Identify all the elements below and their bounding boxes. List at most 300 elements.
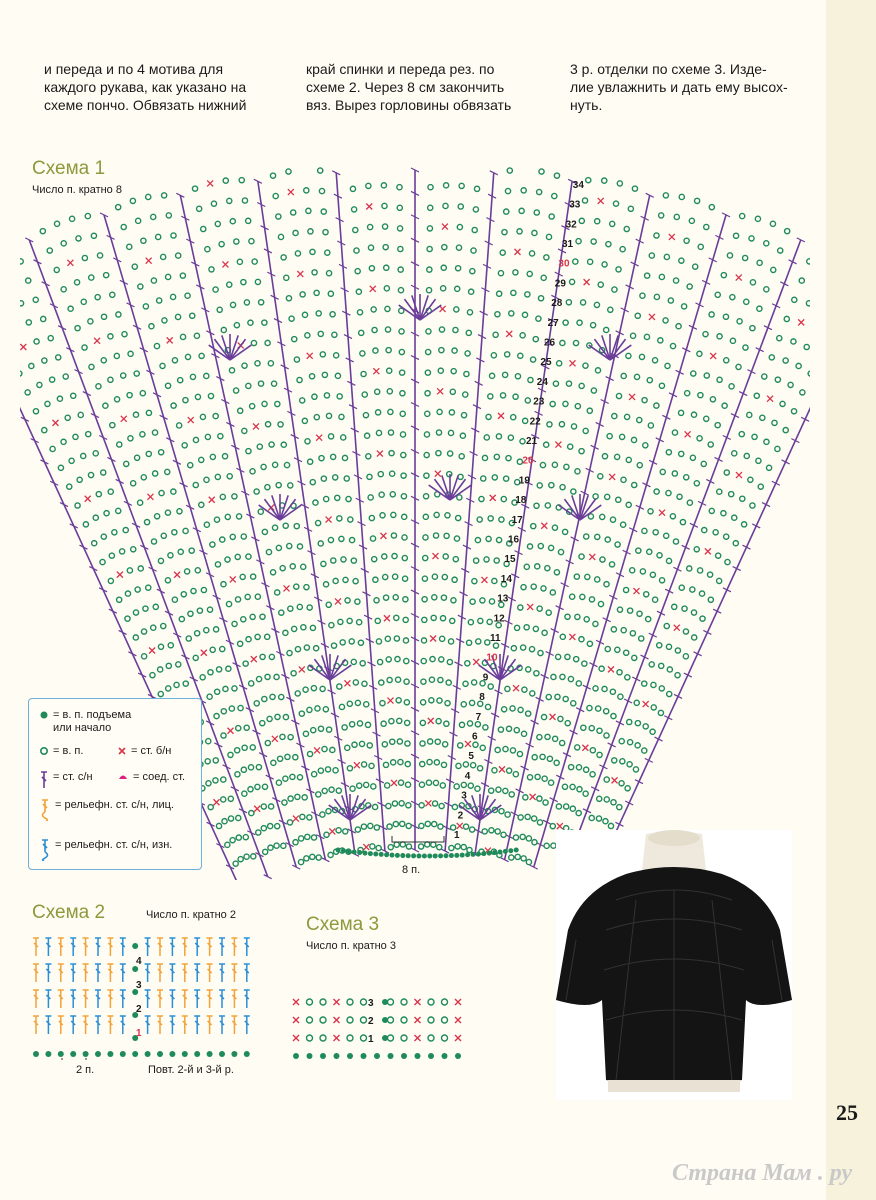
chain-stitch: [158, 667, 163, 672]
chain-stitch: [344, 476, 349, 481]
chain-stitch: [419, 782, 424, 787]
chain-stitch: [550, 401, 555, 406]
chain-stitch: [161, 254, 166, 259]
chain-stitch: [146, 410, 151, 415]
chain-stitch: [186, 636, 191, 641]
chain-stitch: [242, 198, 247, 203]
chain-stitch: [425, 842, 430, 847]
chain-stitch: [274, 843, 279, 848]
chain-stitch: [391, 760, 396, 765]
chain-stitch: [690, 455, 695, 460]
chain-stitch: [396, 698, 401, 703]
chain-stitch: [324, 496, 329, 501]
chain-stitch: [545, 503, 550, 508]
chain-stitch: [701, 461, 706, 466]
chain-stitch: [367, 474, 372, 479]
chain-stitch: [555, 694, 560, 699]
chain-stitch: [704, 373, 709, 378]
sc-cross: [685, 431, 691, 437]
chain-stitch: [263, 849, 268, 854]
row-number: 8: [479, 692, 485, 704]
row-number: 30: [558, 258, 570, 270]
chain-stitch: [593, 621, 598, 626]
chain-stitch: [122, 332, 127, 337]
chain-stitch: [350, 186, 355, 191]
chain-stitch: [523, 795, 528, 800]
chain-stitch: [675, 648, 680, 653]
post-stitch: [45, 938, 51, 956]
chain-stitch: [637, 463, 642, 468]
chain-stitch: [155, 514, 160, 519]
watermark-logo: Страна Мам . ру: [672, 1160, 853, 1186]
chain-stitch: [617, 670, 622, 675]
chain-stitch: [515, 374, 520, 379]
post-stitch: [83, 990, 89, 1008]
sc-cross: [254, 806, 260, 812]
dc-column-line: [258, 181, 355, 854]
chain-stitch: [221, 582, 226, 587]
dc-column-line: [505, 195, 650, 859]
chain-stitch: [518, 815, 523, 820]
post-stitch: [107, 938, 113, 956]
row-number: 25: [540, 357, 552, 369]
legend-item: [39, 745, 83, 758]
chain-stitch: [427, 246, 432, 251]
row-number: 7: [475, 711, 482, 723]
chain-stitch: [204, 373, 209, 378]
chain-stitch: [549, 214, 554, 219]
chain-stitch: [569, 765, 574, 770]
row-number: 1: [136, 1028, 142, 1039]
sc-cross: [284, 585, 290, 591]
chain-stitch: [355, 700, 360, 705]
chain-stitch: [67, 484, 72, 489]
chain-stitch: [34, 339, 39, 344]
chain-stitch: [565, 721, 570, 726]
chain-stitch: [42, 358, 47, 363]
chain-stitch: [596, 706, 601, 711]
chain-stitch: [286, 296, 291, 301]
chain-stitch: [123, 527, 128, 532]
chain-stitch: [400, 370, 405, 375]
chain-stitch: [791, 409, 796, 414]
chain-stitch: [88, 319, 93, 324]
chain-stitch: [249, 681, 254, 686]
chain-stitch: [444, 533, 449, 538]
post-stitch: [182, 1016, 188, 1034]
chain-stitch: [75, 326, 80, 331]
post-stitch: [231, 964, 237, 982]
chain-stitch: [687, 500, 692, 505]
chain-stitch: [93, 451, 98, 456]
chain-stitch: [571, 424, 576, 429]
chain-stitch: [373, 577, 378, 582]
chain-stitch: [133, 635, 138, 640]
chain-stitch: [505, 812, 510, 817]
row-number: 4: [464, 770, 471, 782]
schema2-diagram: [24, 930, 254, 1060]
chain-stitch: [612, 287, 617, 292]
sc-cross: [335, 598, 341, 604]
chain-stitch: [242, 745, 247, 750]
chain-stitch: [235, 748, 240, 753]
legend-text: = рельефн. ст. с/н, лиц.: [55, 799, 174, 811]
chain-stitch: [750, 503, 755, 508]
chain-stitch: [402, 576, 407, 581]
chain-stitch: [481, 476, 486, 481]
chain-stitch: [505, 352, 510, 357]
chain-stitch: [450, 618, 455, 623]
chain-stitch: [374, 825, 379, 830]
chain-stitch: [406, 803, 411, 808]
chain-stitch: [238, 641, 243, 646]
chain-stitch: [379, 492, 384, 497]
chain-stitch: [659, 686, 664, 691]
chain-stitch: [589, 726, 594, 731]
chain-stitch: [406, 823, 411, 828]
chain-stitch: [685, 391, 690, 396]
chain-stitch: [223, 178, 228, 183]
sc-cross: [167, 337, 173, 343]
chain-stitch: [525, 398, 530, 403]
post-stitch: [58, 1016, 64, 1034]
chain-stitch: [438, 368, 443, 373]
chain-stitch: [307, 605, 312, 610]
chain-stitch: [640, 293, 645, 298]
chain-stitch: [367, 743, 372, 748]
base-chain: [33, 1051, 39, 1057]
chain-stitch: [427, 759, 432, 764]
chain-stitch: [513, 270, 518, 275]
post-stitch: [33, 990, 39, 1008]
chain-stitch: [150, 673, 155, 678]
chain-stitch: [242, 791, 247, 796]
chain-stitch: [265, 422, 270, 427]
chain-stitch: [575, 614, 580, 619]
chain-stitch: [433, 780, 438, 785]
post-stitch: [45, 1016, 51, 1034]
chain-stitch: [444, 183, 449, 188]
foundation-chain: [492, 850, 497, 855]
chain-stitch: [479, 496, 484, 501]
chain-stitch: [467, 847, 472, 852]
chain-stitch: [303, 687, 308, 692]
chain-stitch: [459, 183, 464, 188]
chain-stitch: [287, 543, 292, 548]
post-stitch: [120, 990, 126, 1008]
chain-stitch: [219, 242, 224, 247]
chain-stitch: [249, 810, 254, 815]
chain-stitch: [368, 224, 373, 229]
chain-stitch: [95, 295, 100, 300]
sc-cross: [473, 659, 479, 665]
chain-stitch: [539, 169, 544, 174]
chain-stitch: [446, 680, 451, 685]
sc-cross: [370, 286, 376, 292]
foundation-chain: [481, 851, 486, 856]
legend-item: [39, 839, 172, 861]
chain-stitch: [244, 300, 249, 305]
chain-stitch: [428, 739, 433, 744]
chain-stitch: [181, 592, 186, 597]
chain-stitch: [304, 188, 309, 193]
post-stitch: [95, 990, 101, 1008]
post-stitch: [95, 964, 101, 982]
chain-stitch: [664, 254, 669, 259]
chain-stitch: [314, 290, 319, 295]
chain-stitch: [310, 480, 315, 485]
chain-stitch: [376, 639, 381, 644]
chain-stitch: [394, 636, 399, 641]
row-number: 10: [486, 652, 498, 664]
chain-stitch: [566, 300, 571, 305]
chain-stitch: [323, 707, 328, 712]
chain-stitch: [570, 806, 575, 811]
chain-stitch: [243, 661, 248, 666]
chain-stitch: [319, 188, 324, 193]
chain-stitch: [439, 348, 444, 353]
chain-stitch: [437, 845, 442, 850]
chain-stitch: [519, 208, 524, 213]
chain-stitch: [195, 631, 200, 636]
chain-stitch: [369, 266, 374, 271]
chain-stitch: [646, 617, 651, 622]
chain-stitch: [488, 516, 493, 521]
chain-stitch: [359, 330, 364, 335]
chain-stitch: [401, 494, 406, 499]
chain-stitch: [250, 745, 255, 750]
chain-stitch: [520, 439, 525, 444]
chain-stitch: [103, 403, 108, 408]
chain-stitch: [307, 815, 312, 820]
chain-stitch: [294, 524, 299, 529]
chain-stitch: [307, 751, 312, 756]
chain-stitch: [386, 348, 391, 353]
chain-stitch: [405, 762, 410, 767]
post-stitch: [33, 1016, 39, 1034]
chain-stitch: [269, 654, 274, 659]
chain-stitch: [600, 557, 605, 562]
chain-stitch: [644, 334, 649, 339]
chain-stitch: [378, 472, 383, 477]
chain-stitch: [165, 469, 170, 474]
chain-stitch: [454, 536, 459, 541]
chain-stitch: [246, 449, 251, 454]
chain-stitch: [442, 999, 448, 1005]
chain-stitch: [221, 797, 226, 802]
chain-stitch: [290, 564, 295, 569]
chain-stitch: [76, 236, 81, 241]
chain-stitch: [233, 861, 238, 866]
post-stitch: [58, 938, 64, 956]
row-number: 29: [554, 278, 566, 290]
chain-stitch: [423, 494, 428, 499]
sc-cross: [598, 198, 604, 204]
chain-stitch: [398, 780, 403, 785]
chain-stitch: [694, 547, 699, 552]
sc-cross: [307, 353, 313, 359]
chain-stitch: [682, 304, 687, 309]
chain-stitch: [320, 1035, 326, 1041]
chain-stitch: [199, 457, 204, 462]
chain-stitch: [743, 345, 748, 350]
chain-stitch: [188, 463, 193, 468]
chain-stitch: [195, 394, 200, 399]
chain-stitch: [659, 663, 664, 668]
chain-stitch: [151, 214, 156, 219]
chain-stitch: [96, 492, 101, 497]
chain-stitch: [665, 363, 670, 368]
chain-stitch: [26, 320, 31, 325]
chain-stitch: [757, 306, 762, 311]
foundation-chain: [422, 853, 427, 858]
chain-stitch: [778, 248, 783, 253]
chain-stitch: [117, 442, 122, 447]
chain-stitch: [77, 477, 82, 482]
chain-stitch: [387, 389, 392, 394]
chain-stitch: [659, 578, 664, 583]
chain-stitch: [444, 721, 449, 726]
chain-stitch: [347, 618, 352, 623]
foundation-chain: [395, 853, 400, 858]
chain-stitch: [397, 226, 402, 231]
post-stitch: [120, 964, 126, 982]
chain-stitch: [328, 852, 333, 857]
schema1-repeat-label: 8 п.: [402, 864, 421, 876]
chain-stitch: [297, 604, 302, 609]
chain-stitch: [455, 844, 460, 849]
chain-stitch: [648, 423, 653, 428]
chain-stitch: [293, 840, 298, 845]
chain-stitch: [647, 549, 652, 554]
chain-stitch: [492, 578, 497, 583]
chain-stitch: [697, 436, 702, 441]
chain-stitch: [423, 535, 428, 540]
chain-stitch: [153, 604, 158, 609]
chain-stitch: [682, 606, 687, 611]
chain-stitch: [643, 724, 648, 729]
chain-stitch: [270, 173, 275, 178]
legend-text: = в. п. подъема: [53, 709, 132, 721]
chain-stitch: [532, 755, 537, 760]
chain-stitch: [248, 765, 253, 770]
row-number: 1: [454, 830, 460, 841]
chain-stitch: [73, 434, 78, 439]
chain-stitch: [522, 687, 527, 692]
chain-stitch: [404, 658, 409, 663]
chain-stitch: [449, 845, 454, 850]
chain-stitch: [248, 787, 253, 792]
chain-stitch: [429, 698, 434, 703]
chain-stitch: [366, 183, 371, 188]
chain-stitch: [574, 574, 579, 579]
chain-stitch: [635, 721, 640, 726]
base-chain: [455, 1053, 461, 1059]
chain-stitch: [439, 327, 444, 332]
sc-cross: [363, 844, 369, 850]
chain-stitch: [421, 679, 426, 684]
schema3-title: Схема 3: [306, 914, 380, 935]
chain-stitch: [717, 578, 722, 583]
post-stitch: [83, 938, 89, 956]
chain-stitch: [756, 458, 761, 463]
sc-cross: [334, 1035, 340, 1041]
chain-stitch: [362, 681, 367, 686]
post-stitch: [58, 990, 64, 1008]
chain-stitch: [131, 547, 136, 552]
sc-cross: [442, 224, 448, 230]
fan-motif-stitch: [330, 659, 346, 680]
row-number: 24: [536, 376, 548, 388]
row-number: 3: [136, 980, 142, 991]
chain-stitch: [604, 582, 609, 587]
chain-stitch: [246, 637, 251, 642]
base-chain: [194, 1051, 200, 1057]
back-post-icon: [39, 839, 51, 861]
chain-stitch: [699, 591, 704, 596]
chain-stitch: [585, 574, 590, 579]
chain-stitch: [372, 804, 377, 809]
chain-stitch: [318, 541, 323, 546]
chain-stitch: [252, 259, 257, 264]
post-stitch: [145, 938, 151, 956]
foundation-chain: [471, 852, 476, 857]
chain-stitch: [727, 253, 732, 258]
chain-stitch: [322, 372, 327, 377]
sc-cross: [329, 828, 335, 834]
chain-stitch: [570, 784, 575, 789]
chain-stitch: [234, 388, 239, 393]
chain-stitch: [104, 273, 109, 278]
chain-stitch: [333, 475, 338, 480]
chain-stitch: [151, 539, 156, 544]
chain-stitch: [593, 494, 598, 499]
chain-stitch: [401, 452, 406, 457]
chain-stitch: [480, 598, 485, 603]
chain-stitch: [269, 804, 274, 809]
chain-stitch: [625, 786, 630, 791]
post-stitch: [33, 938, 39, 956]
chain-stitch: [598, 474, 603, 479]
chain-stitch: [620, 434, 625, 439]
chain-stitch: [544, 255, 549, 260]
chain-stitch: [281, 442, 286, 447]
chain-stitch: [220, 494, 225, 499]
chain-stitch: [357, 783, 362, 788]
chain-stitch: [587, 641, 592, 646]
chain-stitch: [430, 656, 435, 661]
chain-stitch: [385, 783, 390, 788]
chain-stitch: [382, 554, 387, 559]
chain-stitch: [20, 259, 23, 264]
chain-stitch: [651, 682, 656, 687]
legend-text: = соед. ст.: [133, 771, 186, 783]
slip-stitch-icon: [117, 771, 129, 783]
chain-stitch: [166, 213, 171, 218]
chain-stitch: [419, 803, 424, 808]
post-stitch: [169, 1016, 175, 1034]
edging-grid: [293, 999, 461, 1059]
post-stitch: [70, 964, 76, 982]
base-chain: [182, 1051, 188, 1057]
chain-stitch: [357, 620, 362, 625]
chain-stitch: [480, 745, 485, 750]
chain-stitch: [262, 696, 267, 701]
chain-stitch: [628, 206, 633, 211]
chain-stitch: [579, 554, 584, 559]
chain-stitch: [645, 273, 650, 278]
chain-stitch: [26, 278, 31, 283]
